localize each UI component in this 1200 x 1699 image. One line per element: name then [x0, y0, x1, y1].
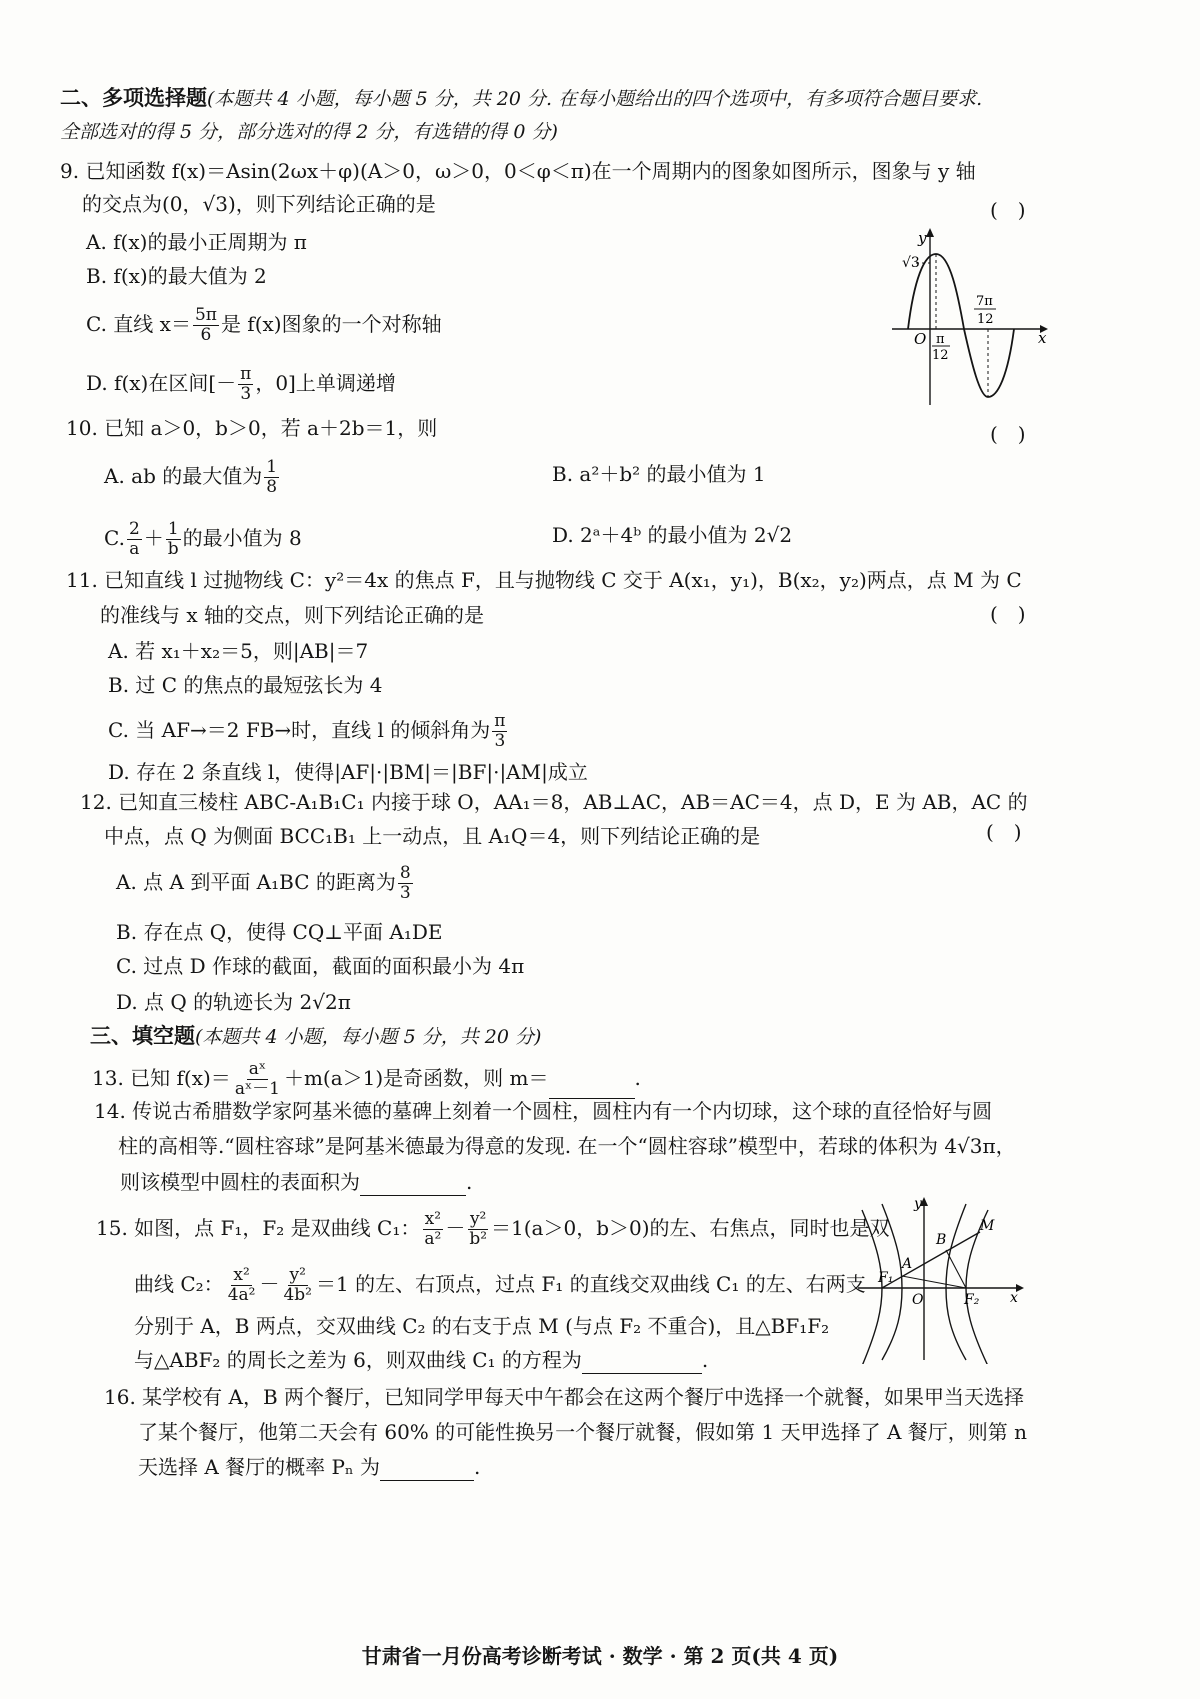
q15-l1-fraction-2 [467, 1210, 489, 1249]
q10-a-den: 8 [266, 477, 278, 497]
section-2-note-1: (本题共 4 小题，每小题 5 分，共 20 分. 在每小题给出的四个选项中，有多项符合题目要求. [207, 88, 983, 110]
q15-l2-num-2: y² [289, 1265, 306, 1285]
q14-end: . [466, 1170, 473, 1194]
q15-l1-pre: 15. 如图，点 F₁，F₂ 是双曲线 C₁： [96, 1216, 421, 1240]
q13-den: aˣ－1 [234, 1079, 280, 1099]
q13-end: . [634, 1066, 641, 1090]
q11-c-num: π [494, 711, 506, 731]
q10-a-pre: A. ab 的最大值为 [104, 464, 263, 488]
q11-c-den: 3 [494, 731, 506, 751]
q11-stem-1: 11. 已知直线 l 过抛物线 C：y²＝4x 的焦点 F，且与抛物线 C 交于 A(x₁，y₁)，B(x₂，y₂)两点，点 M 为 C [66, 568, 1022, 592]
q10-option-c [104, 520, 302, 559]
q9-stem-1: 9. 已知函数 f(x)＝Asin(2ωx＋φ)(A＞0，ω＞0，0＜φ＜π)在一个周期内的图象如图所示，图象与 y 轴 [60, 159, 976, 183]
section-2-header [60, 84, 982, 113]
q15-l2-den-2: 4b² [283, 1285, 312, 1305]
q15-f1-label: F₁ [878, 1270, 894, 1286]
q15-line-1 [96, 1210, 890, 1249]
q15-l1-num-2: y² [469, 1209, 487, 1229]
q15-l1-num-1: x² [424, 1209, 442, 1229]
q9-c-den: 6 [200, 325, 212, 345]
q9-pi12-num: π [936, 332, 945, 347]
q15-seg-af2 [902, 1276, 966, 1288]
q9-c-num: 5π [194, 305, 217, 325]
q13-line [92, 1060, 641, 1099]
q9-d-fraction [238, 365, 253, 404]
q15-l2-minus: － [259, 1272, 280, 1296]
q11-c-pre: C. 当 AF→＝2 FB→时，直线 l 的倾斜角为 [108, 718, 491, 742]
q9-option-b: B. f(x)的最大值为 2 [86, 264, 267, 288]
q9-option-c [86, 306, 442, 345]
q14-answer-blank[interactable] [360, 1175, 466, 1196]
q10-c-fraction-2 [166, 520, 181, 559]
q10-c-num-2: 1 [167, 519, 179, 539]
q11-answer-paren: ( ) [990, 602, 1026, 626]
q10-c-den-2: b [167, 539, 179, 559]
q15-line-f1 [882, 1232, 980, 1288]
q10-option-b: B. a²＋b² 的最小值为 1 [552, 462, 766, 486]
q12-a-fraction [398, 864, 413, 903]
section-3-title: 三、填空题 [90, 1023, 195, 1048]
q15-l2-fraction-2 [281, 1266, 314, 1305]
q14-line-1: 14. 传说古希腊数学家阿基米德的墓碑上刻着一个圆柱，圆柱内有一个内切球，这个球的直径恰好与圆 [94, 1099, 993, 1123]
q15-end: . [701, 1348, 709, 1372]
q12-option-b: B. 存在点 Q，使得 CQ⊥平面 A₁DE [116, 920, 443, 944]
q10-option-d: D. 2ᵃ＋4ᵇ 的最小值为 2√2 [552, 523, 793, 547]
q11-option-b: B. 过 C 的焦点的最短弦长为 4 [108, 673, 383, 697]
q15-l2-pre: 曲线 C₂： [134, 1272, 224, 1296]
q16-end: . [473, 1455, 481, 1479]
q11-c-fraction [492, 712, 507, 751]
q11-option-a: A. 若 x₁＋x₂＝5，则|AB|＝7 [108, 639, 369, 663]
q9-y-arrow-icon [926, 228, 934, 237]
q12-stem-2: 中点，点 Q 为侧面 BCC₁B₁ 上一动点，且 A₁Q＝4，则下列结论正确的是 [104, 824, 761, 848]
q12-stem-1: 12. 已知直三棱柱 ABC-A₁B₁C₁ 内接于球 O，AA₁＝8，AB⊥AC，AB＝AC＝4，点 D，E 为 AB，AC 的 [80, 790, 1028, 814]
q9-option-d [86, 365, 396, 404]
q9-curve [908, 254, 1014, 397]
q13-pre: 13. 已知 f(x)＝ [92, 1066, 231, 1090]
q10-c-num-1: 2 [128, 519, 140, 539]
q14-line-2: 柱的高相等.“圆柱容球”是阿基米德最为得意的发现. 在一个“圆柱容球”模型中，若球的体积为 4√3π， [118, 1134, 1016, 1158]
q10-c-pre: C. [104, 526, 125, 550]
q15-o-label: O [912, 1292, 924, 1308]
q15-l1-fraction-1 [422, 1210, 443, 1249]
q10-answer-paren: ( ) [990, 422, 1026, 446]
q9-c-post: 是 f(x)图象的一个对称轴 [220, 312, 442, 336]
q9-y-label: y [918, 229, 927, 247]
q9-7pi12-num: 7π [976, 294, 993, 309]
q15-l2-post: ＝1 的左、右顶点，过点 F₁ 的直线交双曲线 C₁ 的左、右两支 [315, 1272, 866, 1296]
q15-y-label: y [914, 1196, 922, 1212]
q15-line-2 [134, 1266, 866, 1305]
q11-option-d: D. 存在 2 条直线 l，使得|AF|·|BM|＝|BF|·|AM|成立 [108, 760, 588, 784]
q13-fraction [233, 1060, 282, 1099]
q9-stem-2: 的交点为(0，√3)，则下列结论正确的是 [82, 192, 436, 216]
q11-option-c [108, 712, 509, 751]
q9-c-pre: C. 直线 x＝ [86, 312, 191, 336]
q12-option-d: D. 点 Q 的轨迹长为 2√2π [116, 990, 351, 1014]
q9-sine-graph [892, 225, 1052, 410]
q11-stem-2: 的准线与 x 轴的交点，则下列结论正确的是 [100, 603, 484, 627]
q10-c-den-1: a [129, 539, 140, 559]
q13-post: ＋m(a＞1)是奇函数，则 m＝ [283, 1066, 549, 1090]
q15-line-4 [134, 1346, 708, 1374]
q9-d-den: 3 [240, 384, 252, 404]
section-2-title: 二、多项选择题 [60, 85, 207, 110]
q12-option-a [116, 864, 415, 903]
q15-a-label: A [902, 1256, 913, 1272]
q9-c-fraction [193, 306, 219, 345]
q9-sqrt3-label: √3 [902, 255, 920, 271]
q15-hyperbola-graph [858, 1192, 1038, 1364]
page-footer: 甘肃省一月份高考诊断考试 · 数学 · 第 2 页(共 4 页) [361, 1644, 839, 1668]
q10-c-fraction-1 [127, 520, 142, 559]
q9-x-label: x [1038, 329, 1047, 347]
q15-l2-den-1: 4a² [227, 1285, 256, 1305]
q15-l1-post: ＝1(a＞0，b＞0)的左、右焦点，同时也是双 [491, 1216, 890, 1240]
q15-c2-left [862, 1210, 882, 1364]
q13-num: aˣ [248, 1059, 267, 1079]
q12-a-pre: A. 点 A 到平面 A₁BC 的距离为 [116, 870, 396, 894]
q9-option-a: A. f(x)的最小正周期为 π [86, 230, 307, 254]
q9-d-num: π [240, 364, 252, 384]
q16-line-1: 16. 某学校有 A，B 两个餐厅，已知同学甲每天中午都会在这两个餐厅中选择一个就餐，如果甲当天选择 [104, 1385, 1025, 1409]
q12-a-den: 3 [399, 883, 411, 903]
q14-l3-text: 则该模型中圆柱的表面积为 [120, 1170, 360, 1194]
q10-a-num: 1 [266, 457, 278, 477]
q15-l1-den-2: b² [469, 1229, 488, 1249]
q15-m-label: M [980, 1218, 995, 1234]
q9-d-post: ，0]上单调递增 [255, 371, 396, 395]
q14-line-3 [120, 1168, 472, 1196]
q9-pi12-den: 12 [932, 348, 949, 363]
q10-c-plus: ＋ [143, 526, 164, 550]
q10-stem: 10. 已知 a＞0，b＞0，若 a＋2b＝1，则 [66, 416, 438, 440]
section-3-note: (本题共 4 小题，每小题 5 分，共 20 分) [195, 1026, 542, 1048]
q10-a-fraction [264, 458, 279, 497]
q15-answer-blank[interactable] [582, 1353, 702, 1374]
q15-l1-den-1: a² [424, 1229, 442, 1249]
q15-b-label: B [936, 1232, 947, 1248]
q15-x-label: x [1010, 1290, 1018, 1306]
q15-seg-bf2 [946, 1250, 966, 1288]
q9-origin-label: O [914, 330, 927, 348]
q16-line-2: 了某个餐厅，他第二天会有 60% 的可能性换另一个餐厅就餐，假如第 1 天甲选择了 A 餐厅，则第 n [138, 1420, 1028, 1444]
q13-answer-blank[interactable] [549, 1078, 635, 1099]
q9-answer-paren: ( ) [990, 198, 1026, 222]
q15-line-3: 分别于 A，B 两点，交双曲线 C₂ 的右支于点 M (与点 F₂ 不重合)，且△BF₁F₂ [134, 1314, 830, 1338]
q9-d-pre: D. f(x)在区间[－ [86, 371, 237, 395]
q12-answer-paren: ( ) [986, 820, 1022, 844]
q12-option-c: C. 过点 D 作球的截面，截面的面积最小为 4π [116, 954, 525, 978]
q12-a-num: 8 [399, 863, 411, 883]
q15-l2-num-1: x² [233, 1265, 250, 1285]
section-3-header [90, 1022, 541, 1051]
q16-line-3 [138, 1453, 480, 1481]
section-2-note-2: 全部选对的得 5 分，部分选对的得 2 分，有选错的得 0 分) [60, 121, 558, 143]
q9-7pi12-den: 12 [977, 312, 994, 327]
q15-l4-text: 与△ABF₂ 的周长之差为 6，则双曲线 C₁ 的方程为 [134, 1348, 582, 1372]
q15-l2-fraction-1 [226, 1266, 258, 1305]
q16-answer-blank[interactable] [380, 1460, 474, 1481]
q15-f2-label: F₂ [964, 1292, 980, 1308]
q10-c-post: 的最小值为 8 [182, 526, 302, 550]
q10-option-a [104, 458, 281, 497]
q16-l3-text: 天选择 A 餐厅的概率 Pₙ 为 [138, 1455, 380, 1479]
q15-l1-minus: － [445, 1216, 466, 1240]
